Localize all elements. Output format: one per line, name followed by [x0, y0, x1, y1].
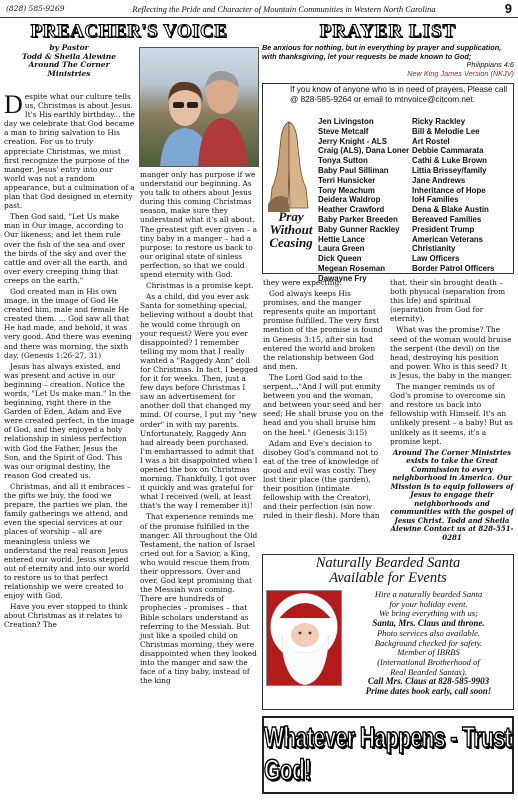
preachers-voice-col-2	[140, 170, 258, 687]
prayer-name: Baby Parker Breeden	[318, 214, 398, 224]
santa-illustration	[267, 591, 342, 686]
bible-version: New King James Version (NKJV)	[407, 68, 514, 78]
article-paragraph: God created man in His own image, in the image of God He created him, male and female He created them. ... God saw all that He had made, and behold, it was very good. And there was evening and there was morning, the sixth day. (Genesis 1:26-27, 31)	[4, 286, 132, 360]
couple-photo-illustration	[140, 48, 259, 167]
prayer-name: Tony Meachum	[318, 185, 375, 195]
prayer-name: Dawayne Fry	[318, 273, 367, 283]
prayer-name: Dick Queen	[318, 254, 362, 264]
prayer-name: Ricky Rackley	[412, 117, 466, 126]
page-header	[0, 0, 518, 18]
santa-title-line: Available for Events	[329, 570, 447, 586]
santa-ad-line: Photo services also available.	[376, 627, 481, 638]
prayer-name: Dena & Blake Austin	[412, 205, 489, 215]
santa-title-line: Naturally Bearded Santa	[315, 555, 461, 571]
byline-line: Todd & Sheila Alewine	[22, 51, 116, 61]
santa-ad-line: Santa, Mrs. Claus and throne.	[372, 618, 485, 629]
verse-reference: Philippians 4:6	[466, 60, 514, 70]
santa-ad-line: for your holiday event.	[389, 598, 468, 609]
article-paragraph: Christmas, and all it embraces – the gifts we buy, the food we prepare, the parties we plan, the family gatherings we attend, and even the special services at our places of worship – all are meaningless unless we understand the real reason Jesus entered our world. Jesus stepped out of eternity and into our world to restore us to that perfect relationship we were created to enjoy with God.	[4, 481, 131, 601]
article-paragraph: What was the promise? The seed of the woman would bruise the serpent (the devil) on the head, destroying his position and power. Who is this seed? It is Jesus, the baby in the manger.	[390, 325, 513, 380]
article-paragraph: Jesus has always existed, and was present and active in our beginning – creation. Notice the words, "Let Us make man." In the beginning, right there in the Garden of Eden, Adam and Eve were created perfect, in the image of God, and they enjoyed a holy relationship in sinless perfection with God the Father, Jesus the Son, and the Spirit of God. This was our original destiny, the reason God created us.	[4, 361, 135, 480]
drop-cap: D	[4, 90, 23, 119]
prayer-name: Border Patrol Officers	[412, 263, 495, 273]
santa-ad-line: Call Mrs. Claus at 828-585-9903	[367, 676, 490, 687]
prayer-name: Heather Crawford	[318, 205, 385, 215]
article-paragraph: Adam and Eve's decision to disobey God's command not to eat of the tree of knowledge of good and evil was costly. They lost their place (the garden), their position (intimate fellowship with the Creator), and their perfection (sin now ruled in their flesh). More than	[263, 438, 380, 521]
article-paragraph: they were expecting.	[263, 278, 342, 287]
article-paragraph: The manger reminds us of God's promise to overcome sin and restore us back into fellowship with Himself. It's an unlikely present – a baby! But as unlikely as it seems, it's a promise kept.	[390, 382, 513, 446]
article-paragraph: God always keeps His promises, and the manger represents quite an important promise fulfilled. The very first mention of the promise is found in Genesis 3:15, after sin had entered the world and broken the relationship between God and men.	[263, 289, 383, 371]
santa-ad-line: We bring everything with us;	[379, 608, 478, 619]
byline-line: by Pastor	[49, 43, 89, 52]
header-phone: (828) 585-9269	[6, 4, 65, 13]
pastors-photo	[139, 47, 259, 167]
article-paragraph: Christmas is a promise kept.	[146, 281, 254, 291]
preachers-voice-col-1	[4, 92, 135, 631]
article-paragraph: As a child, did you ever ask Santa for something special, believing without a doubt that he would come through on your request? Were you ever disappointed? I remember telling my mom that I really wanted a "Raggedy Ann" doll for Christmas. In fact, I begged for it for weeks. Then, just a few days before Christmas I saw an advertisement for another doll that changed my mind. Of course, I put my "new order" in with my parents. Unfortunately, Raggedy Ann had already been purchased. I'm embarrassed to admit that I was a bit disappointed when I opened the box on Christmas morning. Thankfully, I got over it quickly and was grateful for what I received (well, at least that's the way I remember it)!	[140, 292, 258, 511]
badge-line: Ceasing	[269, 235, 313, 250]
pray-without-ceasing-badge	[263, 210, 319, 249]
prayer-name: Cathi & Luke Brown	[412, 156, 487, 166]
prayer-name: Steve Metcalf	[318, 126, 369, 136]
santa-ad-line: Background checked for safety.	[374, 637, 483, 648]
preachers-voice-col-4	[390, 278, 514, 542]
prayer-names-right	[412, 117, 514, 274]
santa-ad-line: Member of IBRBS	[397, 647, 460, 658]
prayer-name: Law Officers	[412, 254, 460, 264]
article-paragraph: The Lord God said to the serpent..."And I will put enmity between you and the woman, and between your seed and her seed; He shall bruise you on the head and you shall bruise him on the heel." (Genesis 3:15)	[263, 372, 384, 437]
prayer-name: Art Rostel	[412, 136, 450, 146]
prayer-name: Baby Paul Silliman	[318, 165, 389, 175]
prayer-names-left	[318, 117, 418, 284]
prayer-name: Jane Andrews	[412, 175, 466, 185]
article-paragraph: Despite what our culture tells us, Christmas is about Jesus. It's His earthly birthday... the day we celebrate that God became a man to bring salvation to His creation. For us to truly appreciate Christmas, we must first recognize the purpose of the manger. Jesus' entry into our world was not a random appearance, but a culmination of a plan that God designed in eternity past.	[4, 90, 135, 211]
prayer-name: Baby Gunner Rackley	[318, 224, 400, 234]
article-paragraph: Have you ever stopped to think about Christmas as it relates to Creation? The	[4, 602, 128, 630]
prayer-name: Tonya Sutton	[318, 156, 368, 166]
prayer-name: Jerry Knight - ALS	[318, 136, 387, 146]
prayer-name: Megean Roseman	[318, 263, 386, 273]
article-paragraph: that, their sin brought death – both physical (separation from this life) and spiritual (separation from God for eternity).	[390, 278, 506, 324]
prayer-name: Inheritance of Hope	[412, 185, 486, 195]
prayer-name: Hettie Lance	[318, 234, 365, 244]
byline	[4, 44, 134, 78]
santa-ad-line: Prime dates book early, call soon!	[365, 686, 492, 697]
prayer-name: American Veterans	[412, 234, 484, 244]
verse-text: Be anxious for nothing, but in everything by prayer and supplication, with thanksgiving, let your requests be made known to God;	[262, 43, 502, 61]
prayer-name: Bill & Melodie Lee	[412, 126, 480, 136]
ministry-mission-statement: Around The Corner Ministries exists to take the Great Commission to every neighborhood in America. Our Mission is to equip followers of Jesus to engage their neighborhoods and communities with the gospel of Jesus Christ. Todd and Sheila Alewine Contact us at 828-551-0281	[390, 447, 514, 542]
trust-god-banner	[262, 716, 514, 794]
preachers-voice-title: PREACHER'S VOICE	[30, 21, 228, 42]
prayer-name: Terri Hunsicker	[318, 175, 376, 185]
prayer-request-intro: If you know of anyone who is in need of prayers, Please call @ 828-585-9264 or email to mtnvoice@citcom.net.	[290, 85, 508, 104]
byline-line: Around The Corner	[28, 60, 110, 69]
prayer-name: Debbie Cammarata	[412, 146, 484, 156]
prayer-name: Bereaved Families	[412, 214, 482, 224]
badge-line: Pray Without	[269, 209, 313, 237]
banner-text: Whatever Happens - Trust God!	[264, 722, 512, 787]
header-tagline: Reflecting the Pride and Character of Mountain Communities in Western North Carolina	[132, 3, 436, 14]
scripture-verse	[262, 44, 514, 78]
page-number: 9	[504, 1, 512, 16]
preachers-voice-col-3	[263, 278, 385, 522]
prayer-list-title: PRAYER LIST	[319, 21, 457, 42]
prayer-name: Craig (ALS), Dana Loner	[318, 146, 410, 156]
byline-line: Ministries	[47, 68, 91, 78]
prayer-name: President Trump	[412, 224, 475, 234]
article-paragraph: manger only has purpose if we understand our beginning. As you talk to others about Jesus during this coming Christmas season, make sure they understand what it's all about. The greatest gift ever given – a tiny baby in a manger – had a purpose: to restore us back to our original state of sinless perfection, so that we could spend eternity with God.	[140, 170, 258, 280]
article-paragraph: That experience reminds me of the promise fulfilled in the manger. All throughout the Old Testament, the nation of Israel cried out for a Savior, a King, who would rescue them from their oppressors. Over and over, God kept promising that the Messiah was coming. There are hundreds of prophecies – promises – that Bible scholars understand as referring to the Messiah. But just like a spoiled child on Christmas morning, they were disappointed when they looked into the manger and saw the face of a tiny baby, instead of the king	[140, 512, 258, 686]
prayer-name: Laura Green	[318, 244, 365, 254]
santa-ad-line: (International Brotherhood of	[377, 656, 480, 667]
prayer-name: Christianity	[412, 244, 456, 254]
prayer-name: Jen Livingston	[318, 117, 374, 126]
prayer-name: Deidera Waldrop	[318, 195, 381, 205]
praying-hands-icon	[266, 118, 312, 213]
santa-ad-title	[262, 556, 514, 586]
prayer-name: IoH Families	[412, 195, 459, 205]
santa-ad-line: Hire a naturally bearded Santa	[374, 589, 483, 599]
santa-photo	[266, 590, 342, 686]
santa-ad-line: Real Bearded Santas).	[390, 666, 467, 677]
article-paragraph: Then God said, "Let Us make man in Our image, according to Our likeness; and let them rule over the fish of the sea and over the birds of the sky and over the cattle and over all the earth, and over every creeping thing that creeps on the earth."	[4, 212, 128, 285]
santa-ad-text	[343, 590, 514, 697]
prayer-name: Littia Brissey/family	[412, 165, 487, 175]
